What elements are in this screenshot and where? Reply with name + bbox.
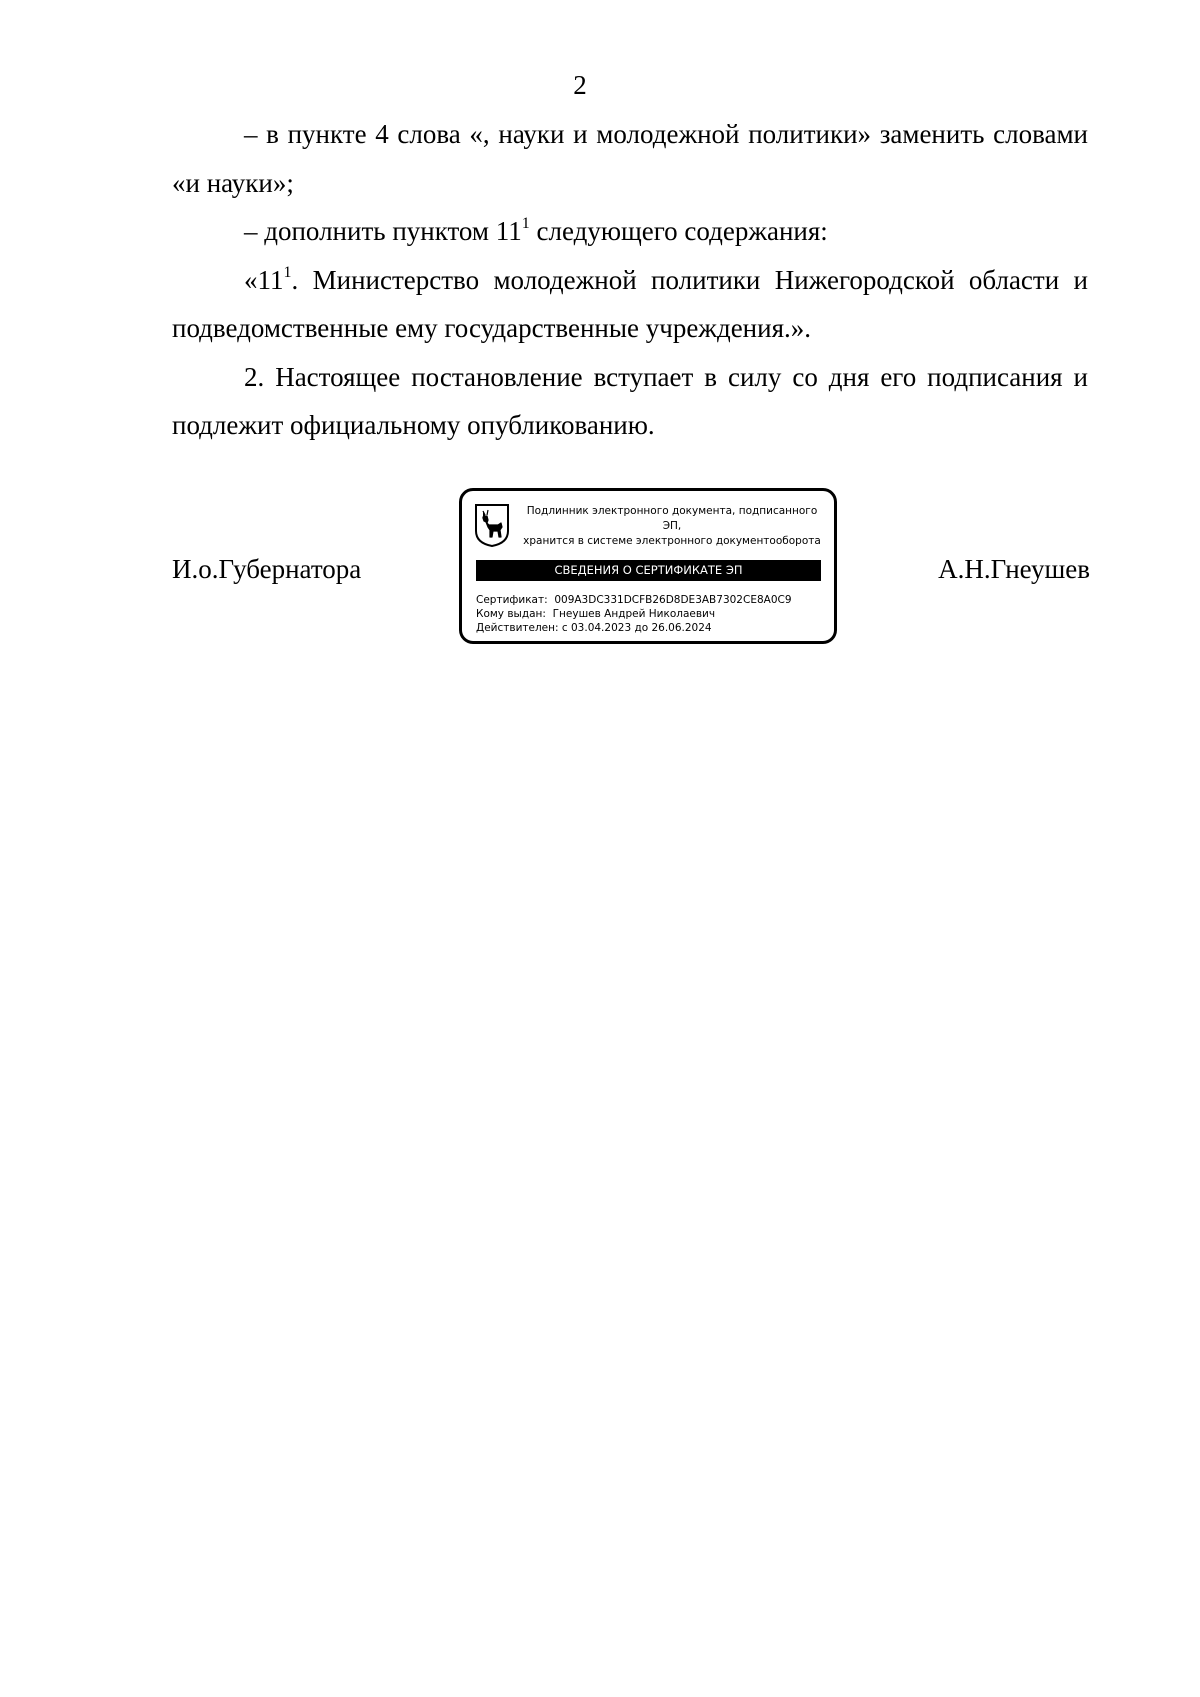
paragraph-amend-point-4: – в пункте 4 слова «, науки и молодежной политики» заменить словами «и науки»; [172,119,1088,198]
paragraph-add-point-tail: следующего содержания: [529,216,828,246]
issued-to-label: Кому выдан: [476,608,546,620]
signer-name: А.Н.Гнеушев [938,554,1090,584]
paragraph-point-11-1-number: «11 [244,264,284,295]
stamp-header-line2: хранится в системе электронного документооборота [523,535,821,547]
issued-to-row [476,607,826,621]
validity-label: Действителен: [476,622,559,634]
paragraph-point-11-1-text: . Министерство молодежной политики Нижегородской области и подведомственные ему государственные учреждения.». [172,264,1088,343]
signer-position: И.о.Губернатора [172,554,362,584]
signature-block [0,480,1200,660]
paragraph-point-11-1 [172,256,1088,353]
paragraph-add-point-text: – дополнить пунктом 11 [244,216,522,246]
electronic-signature-stamp [459,488,837,644]
stamp-title-bar: СВЕДЕНИЯ О СЕРТИФИКАТЕ ЭП [476,560,821,581]
issued-to-value: Гнеушев Андрей Николаевич [552,608,716,620]
certificate-label: Сертификат: [476,594,548,606]
certificate-row [476,593,826,607]
superscript-1: 1 [283,263,292,281]
page-number: 2 [573,70,587,100]
paragraph-add-point [172,207,1088,256]
validity-row [476,621,826,635]
certificate-value: 009A3DC331DCFB26D8DE3AB7302CE8A0C9 [554,594,792,606]
deer-coat-of-arms-icon [474,503,510,547]
paragraph-effective-date: 2. Настоящее постановление вступает в силу со дня его подписания и подлежит официальному опубликованию. [172,361,1088,440]
stamp-header-line1: Подлинник электронного документа, подписанного ЭП, [526,505,818,532]
superscript-1: 1 [521,215,530,232]
validity-value: с 03.04.2023 до 26.06.2024 [561,622,712,634]
document-body [172,110,1088,450]
stamp-header [516,504,828,549]
stamp-details [476,593,826,635]
